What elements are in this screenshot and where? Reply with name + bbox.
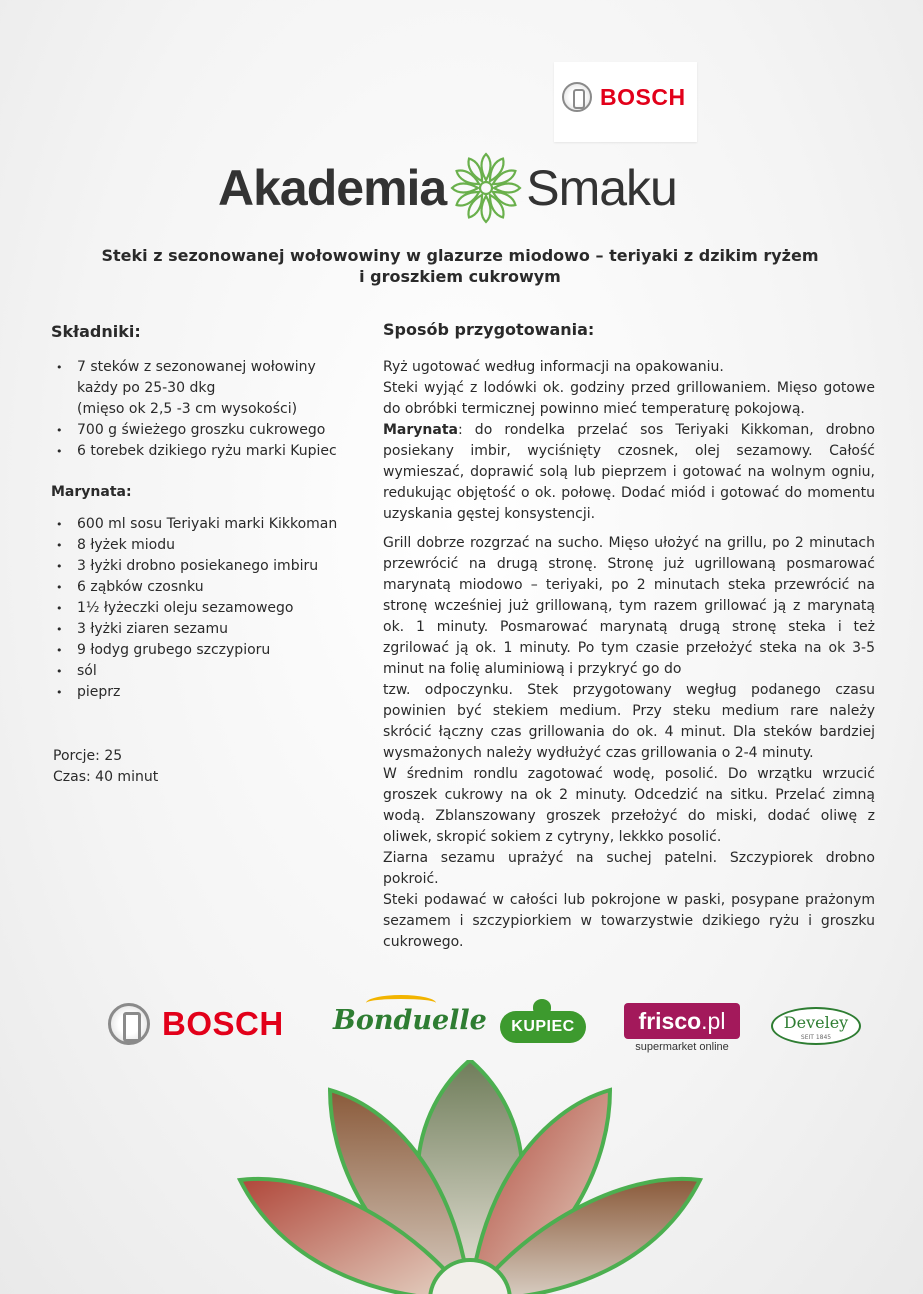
- preparation-text: [383, 357, 875, 953]
- ingredient-item: • 6 torebek dzikiego ryżu marki Kupiec: [51, 441, 361, 462]
- marinade-item: • 3 łyżki ziaren sezamu: [51, 619, 361, 640]
- ingredients-list: [51, 357, 361, 462]
- marinade-item: • 6 ząbków czosnku: [51, 577, 361, 598]
- brand-word-akademia: Akademia: [218, 160, 447, 216]
- brand-word-smaku: Smaku: [526, 160, 677, 216]
- prep-paragraph: Marynata: do rondelka przelać sos Teriyaki Kikkoman, drobno posiekany imbir, wyciśnięty czosnek, olej sezamowy. Całość wymieszać, doprawić solą lub pieprzem i gotować na wolnym ogniu, redukując objętość o ok. połowę. Dodać miód i gotować do momentu uzyskania gęstej konsystencji.: [383, 422, 875, 522]
- preparation-section: [383, 320, 875, 953]
- flower-icon: [450, 152, 522, 224]
- ingredients-section: [51, 322, 361, 703]
- recipe-meta: [53, 746, 158, 788]
- preparation-heading: Sposób przygotowania:: [383, 320, 595, 339]
- develey-since: SEIT 1845: [800, 1034, 832, 1041]
- recipe-title-line1: Steki z sezonowanej wołowowiny w glazurze miodowo – teriyaki z dzikim ryżem: [101, 246, 819, 265]
- marinade-item: • pieprz: [51, 682, 361, 703]
- partner-bonduelle-logo: Bonduelle: [333, 1005, 487, 1036]
- decorative-flower-image: [230, 1060, 710, 1294]
- ingredient-item: • 7 steków z sezonowanej wołowiny każdy po 25-30 dkg (mięso ok 2,5 -3 cm wysokości): [51, 357, 361, 420]
- marinade-item: • sól: [51, 661, 361, 682]
- recipe-title: [60, 245, 860, 287]
- bosch-wordmark: BOSCH: [600, 83, 686, 110]
- prep-paragraph: tzw. odpoczynku. Stek przygotowany wegług podanego czasu powinien być stekiem medium. Przy steku medium rare należy skrócić łączny czas grillowania do ok. 4 minut. Dla steków bardziej wysmażonych należy wydłużyć czas grillowania o 2-4 minuty.: [383, 682, 875, 761]
- partner-bosch-logo: [108, 1003, 284, 1045]
- bosch-logo: [562, 82, 686, 112]
- marinade-item: • 9 łodyg grubego szczypioru: [51, 640, 361, 661]
- prep-paragraph: Steki wyjąć z lodówki ok. godziny przed grillowaniem. Mięso gotowe do obróbki termicznej powinno mieć temperaturę pokojową.: [383, 380, 875, 417]
- bosch-armature-icon: [108, 1003, 150, 1045]
- prep-paragraph: Grill dobrze rozgrzać na sucho. Mięso ułożyć na grillu, po 2 minutach przewrócić na drugą stronę. Stronę już ugrillowaną posmarować marynatą miodowo – teriyaki, po 2 minutach steka przewrócić na stronę wcześniej już grillowaną, tym razem grillować ją z marynatą ok. 1 minuty. Posmarować marynatą drugą stronę steka i też zgrilować ją ok. 1 minuty. Po tym czasie przełożyć steka na ok 3-5 minut na folię aluminiową i przykryć go do: [383, 535, 875, 677]
- marinade-label: Marynata: [383, 422, 458, 438]
- prep-paragraph: Ziarna sezamu uprażyć na suchej patelni. Szczypiorek drobno pokroić.: [383, 850, 875, 887]
- partner-logos: [108, 995, 868, 1059]
- prep-paragraph: W średnim rondlu zagotować wodę, posolić. Do wrzątku wrzucić groszek cukrowy na ok 2 minuty. Odcedzić na sitku. Przelać zimną wodą. Zblanszowany groszek przełożyć do miski, dodać oliwę z oliwek, skropić sokiem z cytryny, lekkko posolić.: [383, 766, 875, 845]
- partner-frisco-logo: frisco.pl: [624, 1003, 740, 1039]
- bosch-wordmark: BOSCH: [162, 1005, 284, 1042]
- partner-develey-logo: [771, 1007, 861, 1045]
- bosch-armature-icon: [562, 82, 592, 112]
- servings: Porcje: 25: [53, 748, 123, 764]
- prep-paragraph: Steki podawać w całości lub pokrojone w paski, posypane prażonym sezamem i szczypiorkiem w towarzystwie dzikiego ryżu i groszku cukrowego.: [383, 892, 875, 950]
- ingredients-heading: Składniki:: [51, 322, 141, 341]
- prep-time: Czas: 40 minut: [53, 769, 159, 785]
- develey-wordmark: Develey: [783, 1013, 849, 1032]
- ingredient-item: • 700 g świeżego groszku cukrowego: [51, 420, 361, 441]
- marinade-item: • 600 ml sosu Teriyaki marki Kikkoman: [51, 514, 361, 535]
- marinade-heading: Marynata:: [51, 484, 132, 500]
- marinade-item: • 8 łyżek miodu: [51, 535, 361, 556]
- recipe-title-line2: i groszkiem cukrowym: [359, 267, 561, 286]
- akademia-smaku-logo: [218, 152, 708, 224]
- marinade-item: • 3 łyżki drobno posiekanego imbiru: [51, 556, 361, 577]
- sponsor-logo-top: [554, 62, 697, 142]
- prep-paragraph: Ryż ugotować według informacji na opakowaniu.: [383, 359, 724, 375]
- frisco-tagline: supermarket online: [635, 1041, 729, 1053]
- marinade-list: [51, 514, 361, 703]
- marinade-item: • 1½ łyżeczki oleju sezamowego: [51, 598, 361, 619]
- partner-kupiec-logo: KUPIEC: [500, 1011, 586, 1043]
